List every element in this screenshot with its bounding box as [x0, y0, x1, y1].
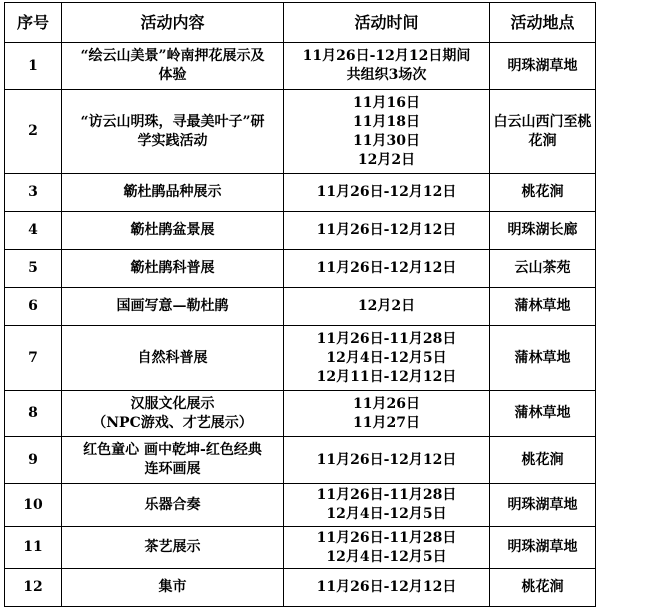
activity-time: 11月26日 11月27日 [284, 391, 490, 437]
header-time: 活动时间 [284, 3, 490, 43]
activity-place: 明珠湖草地 [490, 527, 596, 569]
activity-name: 乐器合奏 [62, 484, 284, 527]
row-number: 12 [5, 569, 62, 607]
activity-time: 11月26日-12月12日 [284, 212, 490, 250]
activity-name: 簕杜鹃品种展示 [62, 174, 284, 212]
row-number: 2 [5, 90, 62, 174]
activity-place: 明珠湖长廊 [490, 212, 596, 250]
table-row [5, 437, 596, 484]
activity-name: 簕杜鹃科普展 [62, 250, 284, 288]
table-row [5, 391, 596, 437]
table-row [5, 212, 596, 250]
activity-time: 11月26日-12月12日期间 共组织3场次 [284, 43, 490, 90]
row-number: 11 [5, 527, 62, 569]
activity-time: 11月26日-12月12日 [284, 250, 490, 288]
activity-name: 茶艺展示 [62, 527, 284, 569]
row-number: 8 [5, 391, 62, 437]
activity-time: 11月26日-12月12日 [284, 174, 490, 212]
row-number: 10 [5, 484, 62, 527]
activity-time: 11月26日-11月28日 12月4日-12月5日 12月11日-12月12日 [284, 326, 490, 391]
activity-time: 12月2日 [284, 288, 490, 326]
row-number: 5 [5, 250, 62, 288]
table-row [5, 174, 596, 212]
table-row [5, 484, 596, 527]
activity-place: 桃花涧 [490, 569, 596, 607]
table-row [5, 326, 596, 391]
row-number: 7 [5, 326, 62, 391]
activity-name: 红色童心 画中乾坤-红色经典 连环画展 [62, 437, 284, 484]
activity-place: 桃花涧 [490, 437, 596, 484]
activity-name: 集市 [62, 569, 284, 607]
activity-time: 11月26日-11月28日 12月4日-12月5日 [284, 484, 490, 527]
activity-place: 蒲林草地 [490, 326, 596, 391]
activity-name: 汉服文化展示 （NPC游戏、才艺展示） [62, 391, 284, 437]
row-number: 3 [5, 174, 62, 212]
activity-place: 明珠湖草地 [490, 484, 596, 527]
table-row [5, 43, 596, 90]
row-number: 4 [5, 212, 62, 250]
activity-schedule [4, 2, 596, 607]
table-row [5, 569, 596, 607]
activity-time: 11月26日-12月12日 [284, 569, 490, 607]
activity-name: 自然科普展 [62, 326, 284, 391]
activity-place: 蒲林草地 [490, 288, 596, 326]
activity-time: 11月26日-11月28日 12月4日-12月5日 [284, 527, 490, 569]
table-row [5, 250, 596, 288]
activity-name: “访云山明珠，寻最美叶子”研 学实践活动 [62, 90, 284, 174]
row-number: 6 [5, 288, 62, 326]
table-row [5, 288, 596, 326]
activity-place: 桃花涧 [490, 174, 596, 212]
header-place: 活动地点 [490, 3, 596, 43]
activity-name: 簕杜鹃盆景展 [62, 212, 284, 250]
header-row [5, 3, 596, 43]
table-row [5, 90, 596, 174]
activity-table [4, 2, 596, 607]
table-row [5, 527, 596, 569]
activity-place: 白云山西门至桃 花涧 [490, 90, 596, 174]
activity-name: “绘云山美景”岭南押花展示及 体验 [62, 43, 284, 90]
row-number: 9 [5, 437, 62, 484]
header-name: 活动内容 [62, 3, 284, 43]
activity-place: 蒲林草地 [490, 391, 596, 437]
activity-name: 国画写意—勒杜鹃 [62, 288, 284, 326]
row-number: 1 [5, 43, 62, 90]
activity-place: 云山茶苑 [490, 250, 596, 288]
activity-time: 11月16日 11月18日 11月30日 12月2日 [284, 90, 490, 174]
activity-place: 明珠湖草地 [490, 43, 596, 90]
activity-time: 11月26日-12月12日 [284, 437, 490, 484]
header-no: 序号 [5, 3, 62, 43]
